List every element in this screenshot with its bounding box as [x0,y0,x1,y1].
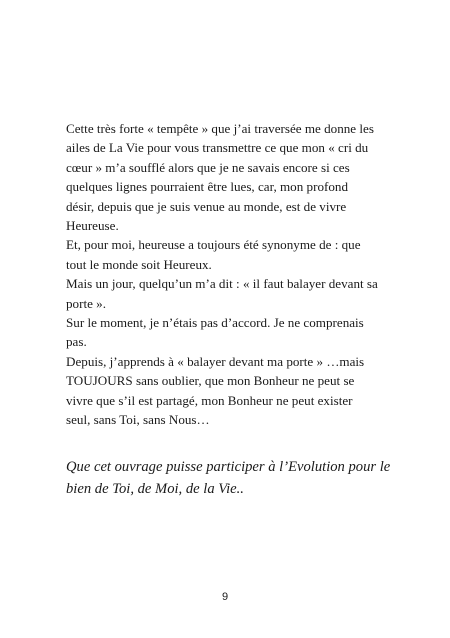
body-line: porte ». [66,295,106,311]
dedication-line: bien de Toi, de Moi, de la Vie.. [66,481,244,497]
body-paragraph [66,119,406,430]
body-line: désir, depuis que je suis venue au monde, est de vivre [66,198,347,214]
body-line: Sur le moment, je n’étais pas d’accord. Je ne comprenais [66,315,364,331]
body-line: quelques lignes pourraient être lues, car, mon profond [66,179,348,195]
body-line: Heureuse. [66,218,119,234]
body-line: Depuis, j’apprends à « balayer devant ma porte » …mais [66,353,365,369]
body-line: Cette très forte « tempête » que j’ai traversée me donne les [66,121,374,136]
dedication-line: Que cet ouvrage puisse participer à l’Evolution pour le [66,459,391,475]
dedication-paragraph [66,456,416,500]
body-line: pas. [66,334,87,350]
body-line: ailes de La Vie pour vous transmettre ce que mon « cri du [66,140,369,156]
body-line: vivre que s’il est partagé, mon Bonheur ne peut exister [66,392,353,408]
body-line: Et, pour moi, heureuse a toujours été synonyme de : que [66,237,361,253]
body-line: seul, sans Toi, sans Nous… [66,412,210,428]
body-line: TOUJOURS sans oublier, que mon Bonheur ne peut se [66,373,355,389]
body-line: Mais un jour, quelqu’un m’a dit : « il faut balayer devant sa [66,276,378,292]
body-line: cœur » m’a soufflé alors que je ne savais encore si ces [66,159,350,175]
page-number: 9 [221,591,229,603]
body-line: tout le monde soit Heureux. [66,256,212,272]
